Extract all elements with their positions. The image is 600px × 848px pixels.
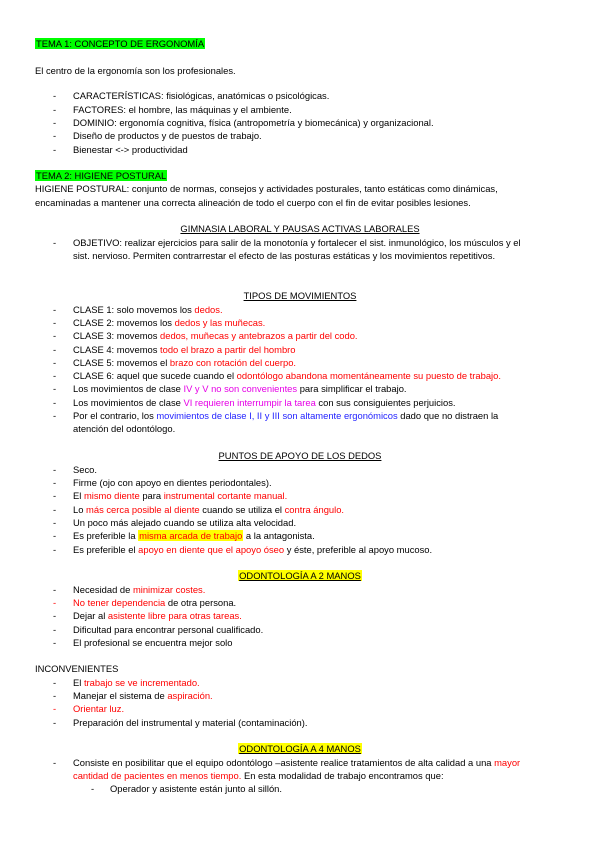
bullet: - <box>53 130 57 141</box>
ventaja-asistente: Dejar al asistente libre para otras tareas. <box>73 610 242 621</box>
gimnasia-objective-line1: OBJETIVO: realizar ejercicios para salir de la monotonía y fortalecer el sist. inmunológico, los músculos y el <box>73 237 521 248</box>
list-item: DOMINIO: ergonomía cognitiva, física (antropometría y biomecánica) y organizacional. <box>73 117 434 128</box>
movimientos-vi: Los movimientos de clase VI requieren interrumpir la tarea con sus consiguientes perjuicios. <box>73 397 456 408</box>
cuatro-manos-def-line1: Consiste en posibilitar que el equipo odontólogo –asistente realice tratamientos de alta calidad a una mayor <box>73 757 521 768</box>
bullet: - <box>53 530 57 541</box>
bullet: - <box>53 544 57 555</box>
bullet: - <box>53 383 57 394</box>
bullet: - <box>91 783 95 794</box>
tema1-heading: TEMA 1: CONCEPTO DE ERGONOMÍA <box>36 38 205 49</box>
clase-6: CLASE 6: aquel que sucede cuando el odontólogo abandona momentáneamente su puesto de trabajo. <box>73 370 501 381</box>
bullet: - <box>53 344 57 355</box>
movimientos-ergonomicos-line2: atención del odontólogo. <box>73 423 176 434</box>
cuatro-manos-sub-item: Operador y asistente están junto al sillón. <box>110 783 282 794</box>
movimientos-ergonomicos-line1: Por el contrario, los movimientos de clase I, II y III son altamente ergonómicos dado que no distraen la <box>73 410 499 421</box>
list-item: CARACTERÍSTICAS: fisiológicas, anatómicas o psicológicas. <box>73 90 330 101</box>
ventaja-personal: Dificultad para encontrar personal cualificado. <box>73 624 264 635</box>
apoyo-alejado: Un poco más alejado cuando se utiliza alta velocidad. <box>73 517 297 528</box>
bullet: - <box>53 677 57 688</box>
apoyo-mismo-diente: El mismo diente para instrumental cortante manual. <box>73 490 288 501</box>
bullet: - <box>53 477 57 488</box>
bullet: - <box>53 397 57 408</box>
bullet: - <box>53 304 57 315</box>
apoyo-seco: Seco. <box>73 464 97 475</box>
tema2-def-line1: HIGIENE POSTURAL: conjunto de normas, consejos y actividades posturales, tanto estáticas como dinámicas, <box>35 183 498 194</box>
bullet: - <box>53 757 57 768</box>
apoyo-firme: Firme (ojo con apoyo en dientes periodontales). <box>73 477 272 488</box>
bullet: - <box>53 637 57 648</box>
tipos-title: TIPOS DE MOVIMIENTOS <box>243 290 357 301</box>
bullet: - <box>53 584 57 595</box>
bullet: - <box>53 90 57 101</box>
apoyo-misma-arcada: Es preferible la misma arcada de trabajo a la antagonista. <box>73 530 315 541</box>
bullet: - <box>53 703 57 714</box>
bullet: - <box>53 624 57 635</box>
bullet: - <box>53 117 57 128</box>
dos-manos-title: ODONTOLOGÍA A 2 MANOS <box>239 570 361 581</box>
bullet: - <box>53 330 57 341</box>
puntos-title: PUNTOS DE APOYO DE LOS DEDOS <box>218 450 382 461</box>
bullet: - <box>53 370 57 381</box>
clase-4: CLASE 4: movemos todo el brazo a partir del hombro <box>73 344 296 355</box>
clase-5: CLASE 5: movemos el brazo con rotación del cuerpo. <box>73 357 297 368</box>
clase-3: CLASE 3: movemos dedos, muñecas y antebrazos a partir del codo. <box>73 330 358 341</box>
bullet: - <box>53 464 57 475</box>
tema2-def-line2: encaminadas a mantener una correcta alineación de todo el cuerpo con el fin de evitar posibles lesiones. <box>35 197 471 208</box>
ventaja-dependencia: No tener dependencia de otra persona. <box>73 597 237 608</box>
list-item: Bienestar <-> productividad <box>73 144 188 155</box>
bullet: - <box>53 237 57 248</box>
clase-2: CLASE 2: movemos los dedos y las muñecas. <box>73 317 266 328</box>
bullet: - <box>53 717 57 728</box>
apoyo-diente-oseo: Es preferible el apoyo en diente que el apoyo óseo y éste, preferible al apoyo mucoso. <box>73 544 433 555</box>
cuatro-manos-title: ODONTOLOGÍA A 4 MANOS <box>239 743 361 754</box>
bullet: - <box>53 690 57 701</box>
bullet: - <box>53 144 57 155</box>
list-item: Diseño de productos y de puestos de trabajo. <box>73 130 262 141</box>
inconveniente-aspiracion: Manejar el sistema de aspiración. <box>73 690 213 701</box>
tema2-heading: TEMA 2: HIGIENE POSTURAL <box>36 170 167 181</box>
bullet: - <box>53 610 57 621</box>
bullet: - <box>53 104 57 115</box>
tema1-intro: El centro de la ergonomía son los profesionales. <box>35 65 236 76</box>
bullet: - <box>53 357 57 368</box>
ventaja-costes: Necesidad de minimizar costes. <box>73 584 206 595</box>
bullet: - <box>53 410 57 421</box>
bullet: - <box>53 504 57 515</box>
cuatro-manos-def-line2: cantidad de pacientes en menos tiempo. En esta modalidad de trabajo encontramos que: <box>73 770 444 781</box>
bullet: - <box>53 490 57 501</box>
gimnasia-title: GIMNASIA LABORAL Y PAUSAS ACTIVAS LABORALES <box>180 223 420 234</box>
apoyo-mas-cerca: Lo más cerca posible al diente cuando se utiliza el contra ángulo. <box>73 504 345 515</box>
inconvenientes-heading: INCONVENIENTES <box>35 663 119 674</box>
list-item: FACTORES: el hombre, las máquinas y el ambiente. <box>73 104 292 115</box>
inconveniente-trabajo: El trabajo se ve incrementado. <box>73 677 200 688</box>
bullet: - <box>53 517 57 528</box>
bullet: - <box>53 597 57 608</box>
bullet: - <box>53 317 57 328</box>
movimientos-iv-v: Los movimientos de clase IV y V no son convenientes para simplificar el trabajo. <box>73 383 407 394</box>
ventaja-solo: El profesional se encuentra mejor solo <box>73 637 233 648</box>
gimnasia-objective-line2: sist. nervioso. Permiten contrarrestar el efecto de las posturas estáticas y los movimientos repetitivos. <box>73 250 496 261</box>
clase-1: CLASE 1: solo movemos los dedos. <box>73 304 223 315</box>
inconveniente-preparacion: Preparación del instrumental y material (contaminación). <box>73 717 308 728</box>
inconveniente-luz: Orientar luz. <box>73 703 125 714</box>
